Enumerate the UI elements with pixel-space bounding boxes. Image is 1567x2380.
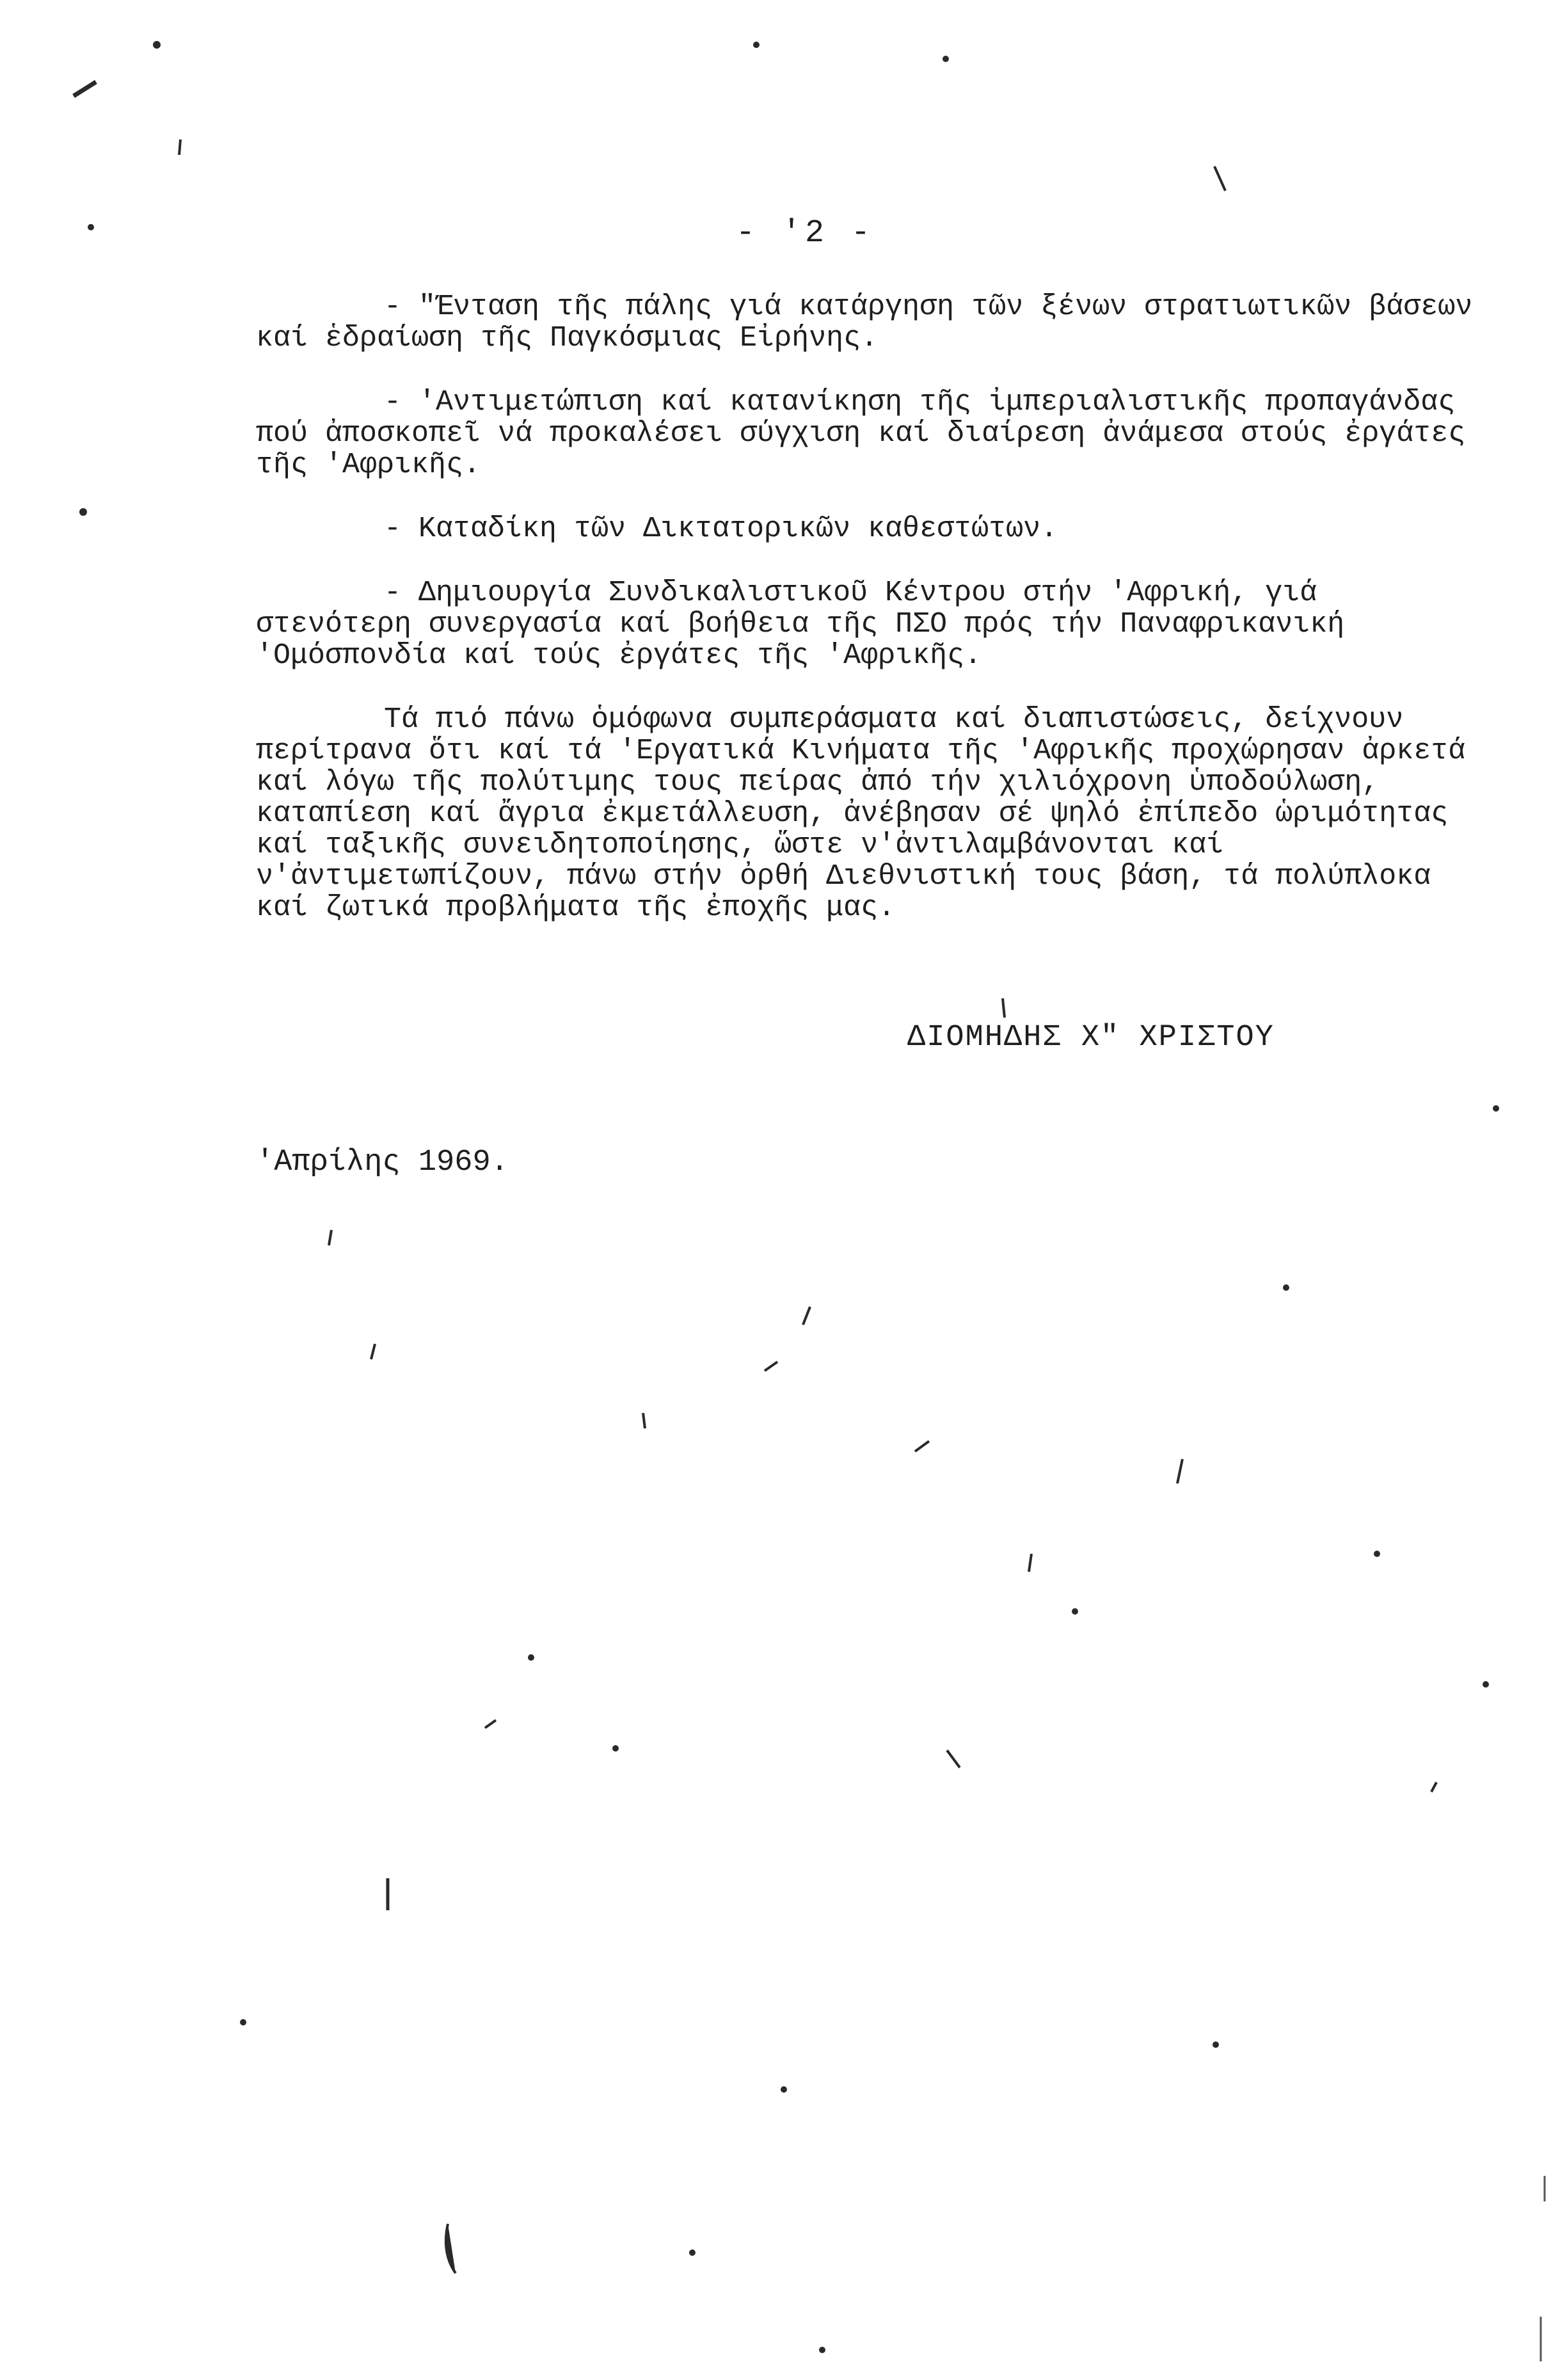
date-line: 'Απρίλης 1969. [256, 1146, 509, 1179]
paragraph-4: - Δημιουργία Συνδικαλιστικοῦ Κέντρου στήν 'Αφρική, γιά στενότερη συνεργασία καί βοήθεια τῆς ΠΣΟ πρός τήν Παναφρικανική 'Ομόσπονδία καί τούς ἐργάτες τῆς 'Αφρικῆς. [256, 577, 1362, 672]
paragraph-1: - "Ένταση τῆς πάλης γιά κατάργηση τῶν ξένων στρατιωτικῶν βάσεων καί ἑδραίωση τῆς Παγκόσμιας Εἰρήνης. [256, 291, 1490, 355]
body-text [256, 291, 1490, 956]
paragraph-2: - 'Αντιμετώπιση καί κατανίκηση τῆς ἰμπεριαλιστικῆς προπαγάνδας πού ἀποσκοπεῖ νά προκαλέσει σύγχιση καί διαίρεση ἀνάμεσα στούς ἐργάτες τῆς 'Αφρικῆς. [256, 386, 1483, 481]
paragraph-5: Τά πιό πάνω ὁμόφωνα συμπεράσματα καί διαπιστώσεις, δείχνουν περίτρανα ὅτι καί τά 'Εργατικά Κινήματα τῆς 'Αφρικῆς προχώρησαν ἀρκετά καί λόγω τῆς πολύτιμης τους πείρας ἀπό τήν χιλιόχρονη ὑποδούλωση, καταπίεση καί ἄγρια ἐκμετάλλευση, ἀνέβησαν σέ ψηλό ἐπίπεδο ὡριμότητας καί ταξικῆς συνειδητοποίησης, ὥστε ν'ἀντιλαμβάνονται καί ν'ἀντιμετωπίζουν, πάνω στήν ὀρθή Διεθνιστική τους βάση, τά πολύπλοκα καί ζωτικά προβλήματα τῆς ἐποχῆς μας. [256, 703, 1483, 924]
paragraph-3: - Καταδίκη τῶν Δικτατορικῶν καθεστώτων. [384, 513, 1058, 545]
page-number: - '2 - [736, 215, 875, 252]
signature: ΔΙΟΜΗΔΗΣ Χ" ΧΡΙΣΤΟΥ [907, 1021, 1275, 1055]
